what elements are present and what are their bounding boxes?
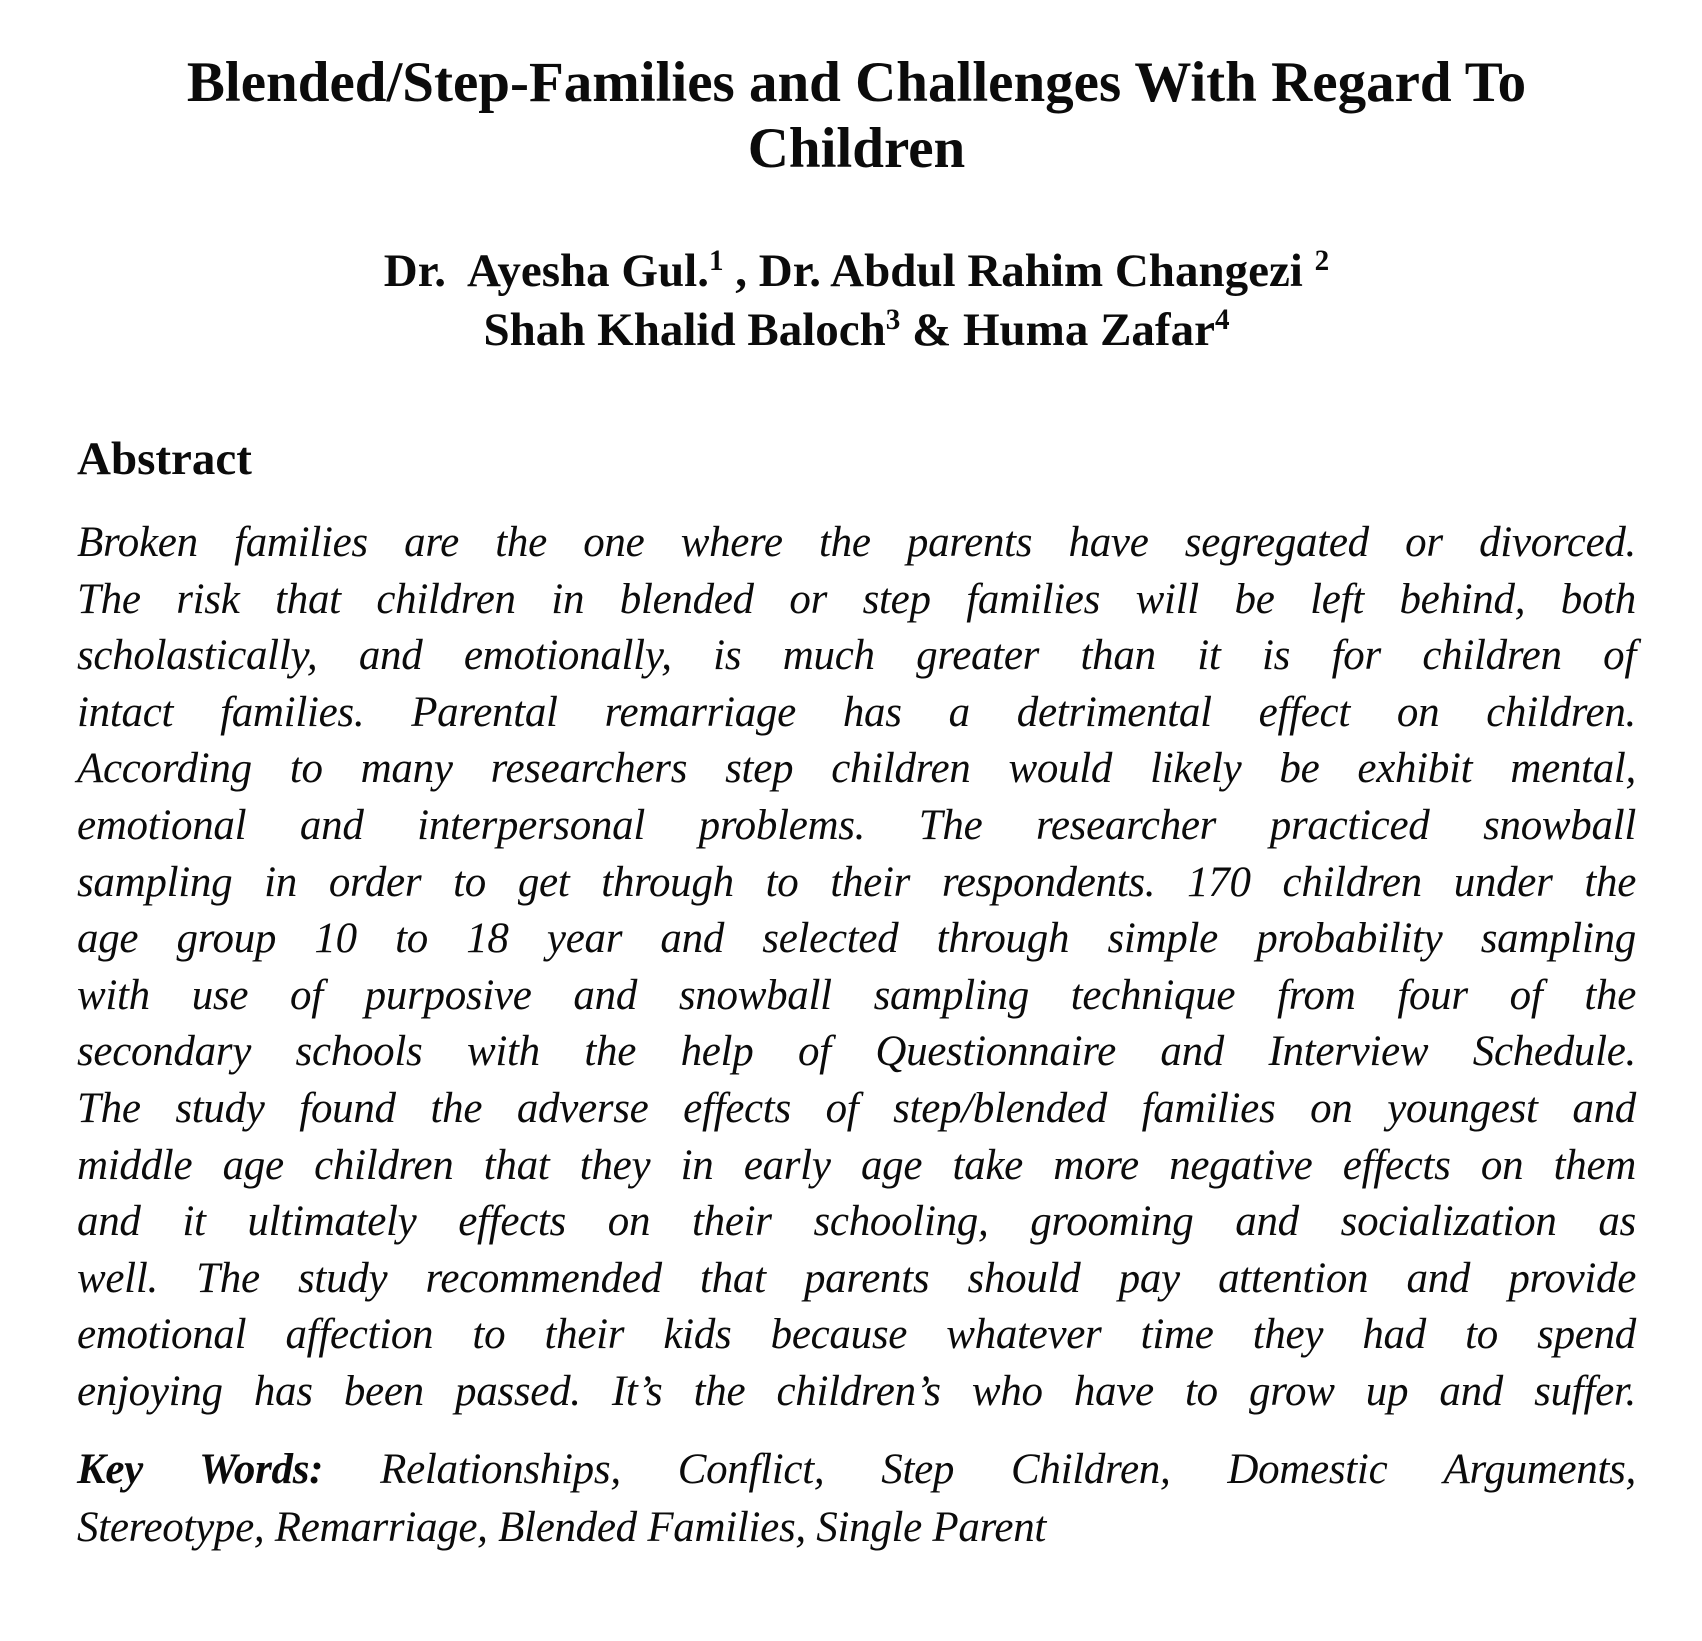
author-line-2: Shah Khalid Baloch$^3$ & Huma Zafar$^4$ xyxy=(483,303,1230,356)
abstract-line: sampling in order to get through to their respondents. 170 children under the xyxy=(77,858,1636,906)
abstract-line: enjoying has been passed. It’s the children’s who have to grow up and suffer. xyxy=(77,1367,1636,1415)
abstract-line: Broken families are the one where the parents have segregated or divorced. xyxy=(77,519,1636,566)
abstract-line: emotional and interpersonal problems. The researcher practiced snowball xyxy=(77,801,1636,849)
abstract-heading: Abstract xyxy=(77,433,252,485)
abstract-line: The study found the adverse effects of step/blended families on youngest and xyxy=(77,1084,1636,1132)
author-block xyxy=(77,242,1636,360)
abstract-line: middle age children that they in early age take more negative effects on them xyxy=(77,1141,1636,1189)
abstract-line: secondary schools with the help of Questionnaire and Interview Schedule. xyxy=(77,1028,1636,1076)
author-affiliation-superscript: 1 xyxy=(708,244,724,277)
keywords-label: Key Words: xyxy=(77,1445,324,1493)
abstract-line: scholastically, and emotionally, is much greater than it is for children of xyxy=(77,632,1636,680)
paper-title-line-2: Children xyxy=(747,117,966,180)
author-line-1: Dr. Ayesha Gul.$^1$ , Dr. Abdul Rahim Changezi $^2$ xyxy=(383,244,1330,297)
keywords-paragraph xyxy=(77,1441,1636,1557)
abstract-line: age group 10 to 18 year and selected through simple probability sampling xyxy=(77,915,1636,963)
abstract-line: emotional affection to their kids because whatever time they had to spend xyxy=(77,1311,1636,1359)
abstract-line: According to many researchers step children would likely be exhibit mental, xyxy=(77,745,1636,793)
abstract-line: The risk that children in blended or step families will be left behind, both xyxy=(77,575,1636,623)
author-affiliation-superscript: 2 xyxy=(1314,244,1330,277)
abstract-line: and it ultimately effects on their schooling, grooming and socialization as xyxy=(77,1198,1636,1246)
author-affiliation-superscript: 3 xyxy=(885,303,901,336)
keywords-line-2: Stereotype, Remarriage, Blended Families, Single Parent xyxy=(77,1503,1047,1551)
paper-title xyxy=(77,50,1636,182)
keywords-line-1 xyxy=(77,1441,1636,1499)
paper-title-line-1: Blended/Step-Families and Challenges With Regard To xyxy=(186,51,1527,114)
abstract-line: intact families. Parental remarriage has a detrimental effect on children. xyxy=(77,688,1636,736)
abstract-body xyxy=(77,515,1636,1421)
author-affiliation-superscript: 4 xyxy=(1214,303,1230,336)
keywords-line-1-text: Relationships, Conflict, Step Children, Domestic Arguments, xyxy=(323,1445,1636,1493)
abstract-line: with use of purposive and snowball sampling technique from four of the xyxy=(77,971,1636,1019)
abstract-line: well. The study recommended that parents should pay attention and provide xyxy=(77,1254,1636,1302)
